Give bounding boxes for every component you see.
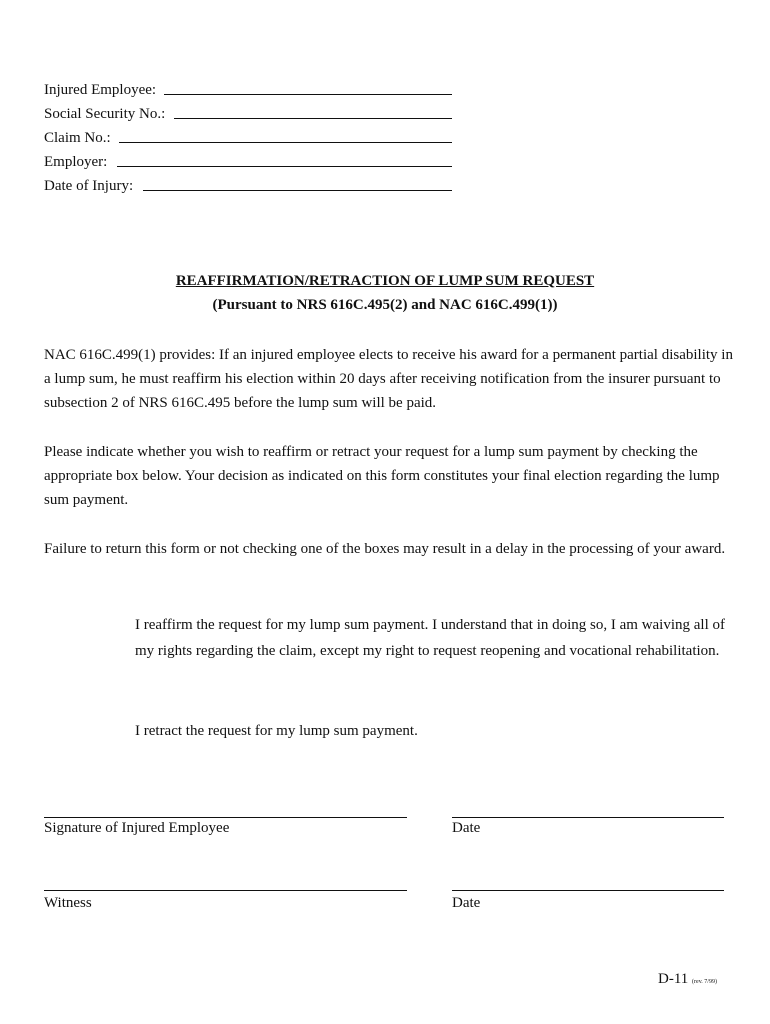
retract-option-text[interactable]: I retract the request for my lump sum payment.: [135, 723, 418, 739]
failure-warning-paragraph: Failure to return this form or not checking one of the boxes may result in a delay in the processing of your award.: [44, 541, 726, 557]
date-label-2: Date: [452, 895, 481, 911]
date-line-1[interactable]: [452, 817, 724, 818]
employee-signature-label: Signature of Injured Employee: [44, 820, 230, 836]
date-of-injury-label: Date of Injury:: [44, 178, 134, 194]
date-label-1: Date: [452, 820, 481, 836]
ssn-field[interactable]: [174, 118, 452, 119]
form-revision: (rev. 7/99): [692, 979, 717, 985]
ssn-row: [44, 101, 454, 123]
form-title: REAFFIRMATION/RETRACTION OF LUMP SUM REQUEST: [175, 273, 595, 289]
ssn-label: Social Security No.:: [44, 106, 166, 122]
nac-provision-paragraph: NAC 616C.499(1) provides: If an injured employee elects to receive his award for a permanent partial disability in a lump sum, he must reaffirm his election within 20 days after receiving notification from the insurer pursuant to subsection 2 of NRS 616C.495 before the lump sum will be paid.: [44, 347, 733, 411]
claim-row: [44, 125, 454, 147]
injured-employee-row: [44, 77, 454, 99]
form-number: [658, 971, 717, 988]
employer-row: [44, 149, 454, 171]
date-of-injury-field[interactable]: [143, 190, 452, 191]
employer-field[interactable]: [117, 166, 452, 167]
form-subtitle: (Pursuant to NRS 616C.495(2) and NAC 616C.499(1)): [212, 297, 558, 313]
injured-employee-field[interactable]: [164, 94, 452, 95]
injured-employee-label: Injured Employee:: [44, 82, 157, 98]
employer-label: Employer:: [44, 154, 108, 170]
claim-label: Claim No.:: [44, 130, 111, 146]
witness-signature-line[interactable]: [44, 890, 407, 891]
instruction-paragraph: Please indicate whether you wish to reaffirm or retract your request for a lump sum payment by checking the appropriate box below. Your decision as indicated on this form constitutes your final election regarding the lump sum payment.: [44, 444, 720, 508]
employee-signature-line[interactable]: [44, 817, 407, 818]
form-number-code: D-11: [658, 971, 689, 987]
claim-field[interactable]: [119, 142, 452, 143]
witness-label: Witness: [44, 895, 92, 911]
date-of-injury-row: [44, 173, 454, 195]
date-line-2[interactable]: [452, 890, 724, 891]
reaffirm-option-text[interactable]: I reaffirm the request for my lump sum payment. I understand that in doing so, I am waiving all of my rights regarding the claim, except my right to request reopening and vocational rehabilitation.: [135, 617, 726, 659]
